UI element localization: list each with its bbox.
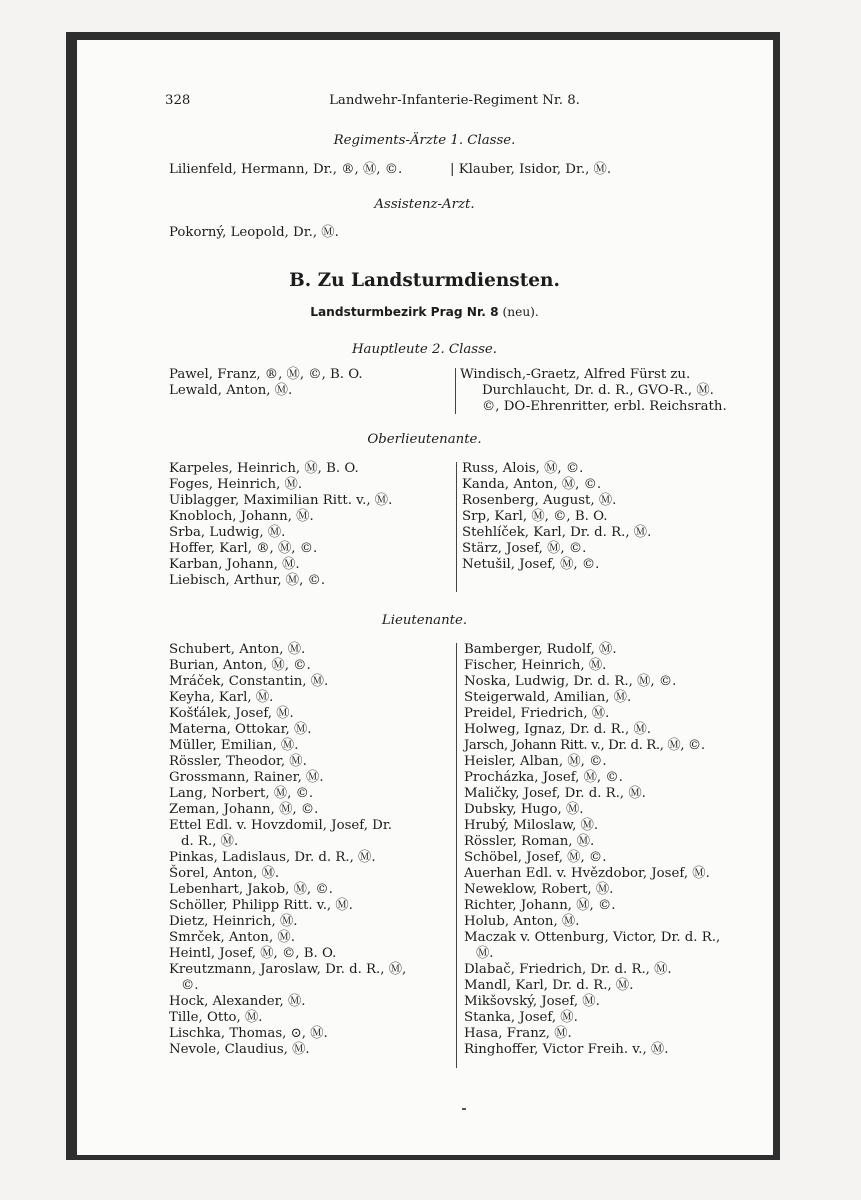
list-item: Hock, Alexander, Ⓜ. — [169, 994, 306, 1009]
list-item: Holweg, Ignaz, Dr. d. R., Ⓜ. — [464, 722, 651, 737]
list-item: Heisler, Alban, Ⓜ, ©. — [464, 754, 607, 769]
list-item: ©. — [181, 978, 199, 993]
list-item: Auerhan Edl. v. Hvězdobor, Josef, Ⓜ. — [464, 866, 710, 881]
oberlieutenante-right-column — [462, 461, 651, 573]
list-item: Rössler, Theodor, Ⓜ. — [169, 754, 307, 769]
running-header — [92, 93, 757, 113]
list-item: Keyha, Karl, Ⓜ. — [169, 690, 274, 705]
list-item: Karban, Johann, Ⓜ. — [169, 557, 300, 572]
list-item: Schöbel, Josef, Ⓜ, ©. — [464, 850, 607, 865]
list-item: Müller, Emilian, Ⓜ. — [169, 738, 299, 753]
list-item: Burian, Anton, Ⓜ, ©. — [169, 658, 311, 673]
lieutenante-right-column — [464, 642, 720, 1058]
list-item: Heintl, Josef, Ⓜ, ©, B. O. — [169, 946, 337, 961]
list-item: Pawel, Franz, ®, Ⓜ, ©, B. O. — [169, 367, 363, 382]
list-item: ©, DO-Ehrenritter, erbl. Reichsrath. — [482, 399, 727, 414]
list-item: Stehlíček, Karl, Dr. d. R., Ⓜ. — [462, 525, 652, 540]
list-item: Hasa, Franz, Ⓜ. — [464, 1026, 572, 1041]
entry-regimentsarzt-left: Lilienfeld, Hermann, Dr., ®, Ⓜ, ©. — [169, 162, 403, 177]
list-item: Knobloch, Johann, Ⓜ. — [169, 509, 314, 524]
entry-assistenzarzt: Pokorný, Leopold, Dr., Ⓜ. — [169, 225, 339, 240]
list-item: Durchlaucht, Dr. d. R., GVO-R., Ⓜ. — [482, 383, 714, 398]
list-item: Rössler, Roman, Ⓜ. — [464, 834, 595, 849]
list-item: Kreutzmann, Jaroslaw, Dr. d. R., Ⓜ, — [169, 962, 407, 977]
list-item: Hrubý, Miloslaw, Ⓜ. — [464, 818, 599, 833]
list-item: Stärz, Josef, Ⓜ, ©. — [462, 541, 587, 556]
list-item: Netušil, Josef, Ⓜ, ©. — [462, 557, 600, 572]
list-item: Šorel, Anton, Ⓜ. — [169, 866, 280, 881]
column-divider — [456, 643, 457, 1068]
list-item: Ringhoffer, Victor Freih. v., Ⓜ. — [464, 1042, 669, 1057]
list-item: Smrček, Anton, Ⓜ. — [169, 930, 295, 945]
entry-regimentsarzt-right: | Klauber, Isidor, Dr., Ⓜ. — [450, 162, 612, 177]
subheading-suffix: (neu). — [498, 305, 539, 319]
list-item: Schubert, Anton, Ⓜ. — [169, 642, 306, 657]
list-item: Mráček, Constantin, Ⓜ. — [169, 674, 329, 689]
list-item: Steigerwald, Amilian, Ⓜ. — [464, 690, 632, 705]
heading-assistenzarzt: Assistenz-Arzt. — [374, 197, 475, 212]
list-item: Lebenhart, Jakob, Ⓜ, ©. — [169, 882, 333, 897]
list-item: Holub, Anton, Ⓜ. — [464, 914, 580, 929]
list-item: Neweklow, Robert, Ⓜ. — [464, 882, 614, 897]
list-item: Nevole, Claudius, Ⓜ. — [169, 1042, 310, 1057]
page-mark — [462, 1108, 466, 1110]
list-item: Maczak v. Ottenburg, Victor, Dr. d. R., — [464, 930, 721, 945]
list-item: Dubsky, Hugo, Ⓜ. — [464, 802, 584, 817]
list-item: Lewald, Anton, Ⓜ. — [169, 383, 293, 398]
list-item: Lischka, Thomas, ⊙, Ⓜ. — [169, 1026, 328, 1041]
column-divider — [455, 368, 456, 414]
list-item: Grossmann, Rainer, Ⓜ. — [169, 770, 324, 785]
list-item: d. R., Ⓜ. — [181, 834, 239, 849]
list-item: Fischer, Heinrich, Ⓜ. — [464, 658, 607, 673]
heading-regimentsaerzte: Regiments-Ärzte 1. Classe. — [333, 133, 516, 148]
list-item: Ettel Edl. v. Hovzdomil, Josef, Dr. — [169, 818, 392, 833]
list-item: Noska, Ludwig, Dr. d. R., Ⓜ, ©. — [464, 674, 677, 689]
list-item: Bamberger, Rudolf, Ⓜ. — [464, 642, 617, 657]
list-item: Maličky, Josef, Dr. d. R., Ⓜ. — [464, 786, 646, 801]
heading-landsturmdiensten: B. Zu Landsturmdiensten. — [289, 270, 560, 291]
list-item: Srba, Ludwig, Ⓜ. — [169, 525, 286, 540]
hauptleute-right-column — [460, 367, 727, 415]
running-title: Landwehr-Infanterie-Regiment Nr. 8. — [329, 93, 580, 108]
heading-hauptleute: Hauptleute 2. Classe. — [351, 342, 498, 357]
list-item: Uiblagger, Maximilian Ritt. v., Ⓜ. — [169, 493, 393, 508]
list-item: Liebisch, Arthur, Ⓜ, ©. — [169, 573, 326, 588]
list-item: Mandl, Karl, Dr. d. R., Ⓜ. — [464, 978, 634, 993]
list-item: Zeman, Johann, Ⓜ, ©. — [169, 802, 319, 817]
list-item: Kanda, Anton, Ⓜ, ©. — [462, 477, 602, 492]
subheading-bold: Landsturmbezirk Prag Nr. 8 — [310, 305, 499, 319]
list-item: Lang, Norbert, Ⓜ, ©. — [169, 786, 314, 801]
heading-lieutenante: Lieutenante. — [381, 613, 468, 628]
list-item: Mikšovský, Josef, Ⓜ. — [464, 994, 600, 1009]
list-item: Procházka, Josef, Ⓜ, ©. — [464, 770, 623, 785]
list-item: Pinkas, Ladislaus, Dr. d. R., Ⓜ. — [169, 850, 376, 865]
list-item: Ⓜ. — [476, 946, 494, 961]
subheading-landsturmbezirk — [92, 305, 757, 319]
page-number: 328 — [165, 93, 191, 108]
list-item: Srp, Karl, Ⓜ, ©, B. O. — [462, 509, 608, 524]
list-item: Russ, Alois, Ⓜ, ©. — [462, 461, 584, 476]
list-item: Karpeles, Heinrich, Ⓜ, B. O. — [169, 461, 359, 476]
column-divider — [456, 462, 457, 592]
list-item: Tille, Otto, Ⓜ. — [169, 1010, 263, 1025]
list-item: Hoffer, Karl, ®, Ⓜ, ©. — [169, 541, 318, 556]
list-item: Košťálek, Josef, Ⓜ. — [169, 706, 294, 721]
list-item: Rosenberg, August, Ⓜ. — [462, 493, 617, 508]
oberlieutenante-left-column — [169, 461, 392, 589]
list-item: Windisch,-Graetz, Alfred Fürst zu. — [460, 367, 691, 382]
list-item: Preidel, Friedrich, Ⓜ. — [464, 706, 610, 721]
list-item: Schöller, Philipp Ritt. v., Ⓜ. — [169, 898, 353, 913]
heading-oberlieutenante: Oberlieutenante. — [367, 432, 482, 447]
lieutenante-left-column — [169, 642, 406, 1058]
hauptleute-left-column — [169, 367, 363, 399]
list-item: Materna, Ottokar, Ⓜ. — [169, 722, 312, 737]
list-item: Richter, Johann, Ⓜ, ©. — [464, 898, 616, 913]
page-content — [92, 60, 757, 1140]
list-item: Dlabač, Friedrich, Dr. d. R., Ⓜ. — [464, 962, 672, 977]
list-item: Jarsch, Johann Ritt. v., Dr. d. R., Ⓜ, ©. — [464, 738, 705, 753]
list-item: Foges, Heinrich, Ⓜ. — [169, 477, 303, 492]
list-item: Stanka, Josef, Ⓜ. — [464, 1010, 578, 1025]
list-item: Dietz, Heinrich, Ⓜ. — [169, 914, 298, 929]
